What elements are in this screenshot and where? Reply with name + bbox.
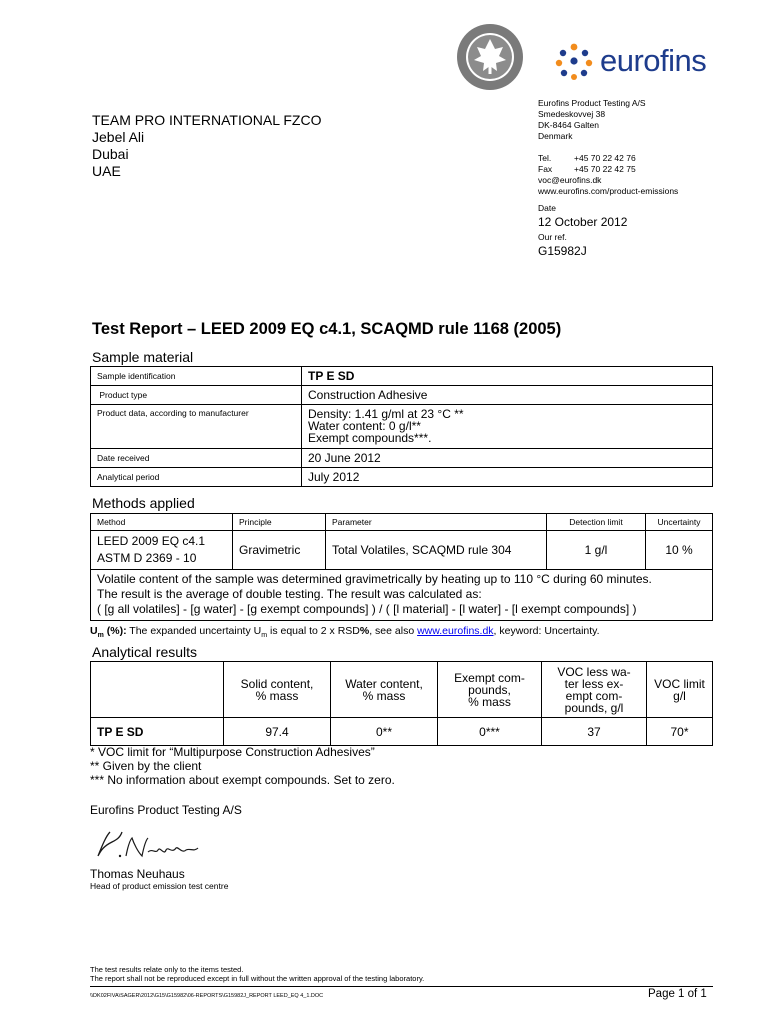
footer-divider	[90, 986, 713, 987]
signoff-company: Eurofins Product Testing A/S	[90, 803, 242, 817]
recipient-line: Dubai	[92, 146, 129, 162]
header-line: pounds,	[468, 682, 511, 697]
eurofins-link[interactable]: www.eurofins.dk	[417, 625, 494, 637]
parameter-cell: Total Volatiles, SCAQMD rule 304	[326, 531, 547, 570]
fax-label: Fax	[538, 164, 553, 174]
ref-label: Our ref.	[538, 232, 567, 242]
um-text: is equal to 2 x RSD	[267, 625, 360, 637]
footnote: *** No information about exempt compounds. Set to zero.	[90, 773, 395, 787]
table-header-row	[91, 514, 713, 531]
sender-company: Eurofins Product Testing A/S	[538, 98, 646, 108]
header-line: Solid content,	[240, 676, 314, 691]
table-row	[91, 449, 713, 468]
disclaimer-line: The test results relate only to the items tested.	[90, 965, 244, 974]
result-voc-limit: 70*	[647, 718, 713, 746]
sample-value-multi	[302, 405, 713, 449]
sample-value: 20 June 2012	[302, 449, 713, 468]
sender-address-line: Denmark	[538, 131, 573, 141]
column-header: Principle	[233, 514, 326, 531]
column-header: Parameter	[326, 514, 547, 531]
file-path: \\DK02FIVA\SAGER\2012\G15\G15982\06-REPORTS\G15982J_REPORT LEED_EQ 4_1.DOC	[90, 993, 324, 999]
eurofins-dots-icon	[554, 41, 594, 81]
product-data-line: Density: 1.41 g/ml at 23 °C **	[308, 407, 464, 421]
sender-block	[538, 98, 678, 259]
footnote: ** Given by the client	[90, 759, 202, 773]
sender-email: voc@eurofins.dk	[538, 175, 602, 185]
table-row	[91, 468, 713, 487]
methods-table	[90, 513, 713, 621]
date-label: Date	[538, 203, 556, 213]
header-line: VOC limit g/l	[654, 676, 705, 703]
sample-label: Sample identification	[91, 367, 302, 386]
uncertainty-cell: 10 %	[646, 531, 713, 570]
um-text: The expanded uncertainty U	[126, 625, 262, 637]
header-line: empt com-	[565, 688, 623, 703]
column-header	[91, 662, 224, 718]
sample-heading: Sample material	[92, 349, 194, 365]
table-row	[91, 531, 713, 570]
eurofins-logo	[554, 36, 724, 86]
recipient-address	[92, 112, 321, 180]
ref-value: G15982J	[538, 244, 587, 258]
um-label: (%):	[106, 625, 127, 637]
result-sample-name: TP E SD	[91, 718, 224, 746]
um-pct: %	[359, 625, 370, 637]
column-header	[438, 662, 542, 718]
result-voc: 37	[542, 718, 647, 746]
eurofins-wordmark: eurofins	[600, 43, 707, 78]
method-note-line: ( [g all volatiles] - [g water] - [g exempt compounds] ) / ( [l material] - [l water] - [l exempt compounds] )	[97, 602, 637, 616]
header-line: % mass	[468, 694, 511, 709]
sample-value: July 2012	[302, 468, 713, 487]
tel-value: +45 70 22 42 76	[574, 153, 636, 163]
product-data-line: Exempt compounds***.	[308, 431, 432, 445]
method-cell	[91, 531, 233, 570]
sender-fax	[538, 164, 678, 175]
sample-label	[91, 386, 302, 405]
recipient-line: UAE	[92, 163, 121, 179]
result-exempt: 0***	[438, 718, 542, 746]
table-row	[91, 386, 713, 405]
results-heading: Analytical results	[92, 644, 198, 660]
header-line: ter less ex-	[564, 676, 624, 691]
sender-web: www.eurofins.com/product-emissions	[538, 186, 679, 196]
detection-limit-cell: 1 g/l	[547, 531, 646, 570]
tel-label: Tel.	[538, 153, 552, 163]
fax-value: +45 70 22 42 75	[574, 164, 636, 174]
table-row	[91, 718, 713, 746]
handwritten-signature	[92, 826, 202, 866]
signature-icon	[92, 826, 202, 866]
header-line: % mass	[362, 688, 406, 703]
table-row	[91, 570, 713, 621]
result-solid: 97.4	[224, 718, 331, 746]
results-table	[90, 661, 713, 746]
header-line: pounds, g/l	[564, 700, 624, 715]
principle-cell: Gravimetric	[233, 531, 326, 570]
page-number: Page 1 of 1	[648, 988, 707, 1000]
recipient-line: TEAM PRO INTERNATIONAL FZCO	[92, 112, 322, 128]
uncertainty-note: $U_m$ (%): The expanded uncertainty $U_m$ is equal to 2 x RSD%, see also www.eurofins.dk, keyword: Uncertainty.	[90, 625, 600, 640]
um-text: , see also	[369, 625, 418, 637]
signer-role: Head of product emission test centre	[90, 881, 229, 891]
sample-label-text: Product type	[99, 390, 148, 400]
sender-address-line: DK-8464 Galten	[538, 120, 599, 130]
methods-heading: Methods applied	[92, 495, 195, 511]
table-row	[91, 367, 713, 386]
column-header: Detection limit	[547, 514, 646, 531]
table-row	[91, 405, 713, 449]
sample-label: Product data, according to manufacturer	[91, 405, 302, 449]
date-value: 12 October 2012	[538, 215, 628, 229]
usgbc-member-logo	[455, 22, 525, 92]
column-header: Method	[91, 514, 233, 531]
column-header	[647, 662, 713, 718]
method-note-line: Volatile content of the sample was determined gravimetrically by heating up to 110 °C during 60 minutes.	[97, 572, 652, 586]
sample-table	[90, 366, 713, 487]
report-title: Test Report – LEED 2009 EQ c4.1, SCAQMD rule 1168 (2005)	[92, 320, 562, 338]
um-text: , keyword: Uncertainty.	[493, 625, 600, 637]
sample-label: Date received	[91, 449, 302, 468]
sample-value: Construction Adhesive	[302, 386, 713, 405]
disclaimer	[90, 965, 424, 983]
sender-address-line: Smedeskovvej 38	[538, 109, 606, 119]
footnote: * VOC limit for “Multipurpose Construction Adhesives”	[90, 745, 375, 759]
signer-name: Thomas Neuhaus	[90, 867, 185, 881]
header-line: % mass	[255, 688, 299, 703]
method-note-line: The result is the average of double testing. The result was calculated as:	[97, 587, 482, 601]
recipient-line: Jebel Ali	[92, 129, 145, 145]
disclaimer-line: The report shall not be reproduced except in full without the written approval of the testing laboratory.	[90, 974, 425, 983]
usgbc-member-seal-icon	[455, 22, 525, 92]
column-header	[224, 662, 331, 718]
column-header	[542, 662, 647, 718]
table-header-row	[91, 662, 713, 718]
result-water: 0**	[331, 718, 438, 746]
sample-label: Analytical period	[91, 468, 302, 487]
column-header: Uncertainty	[646, 514, 713, 531]
method-name: ASTM D 2369 - 10	[97, 551, 197, 565]
method-name: LEED 2009 EQ c4.1	[97, 534, 206, 548]
sender-tel	[538, 153, 678, 164]
header-line: VOC less wa-	[557, 664, 631, 679]
sample-value: TP E SD	[302, 367, 713, 386]
column-header	[331, 662, 438, 718]
footnotes	[90, 745, 395, 787]
header-line: Exempt com-	[454, 670, 525, 685]
product-data-line: Water content: 0 g/l**	[308, 419, 421, 433]
header-line: Water content,	[345, 676, 423, 691]
method-note	[91, 570, 713, 621]
